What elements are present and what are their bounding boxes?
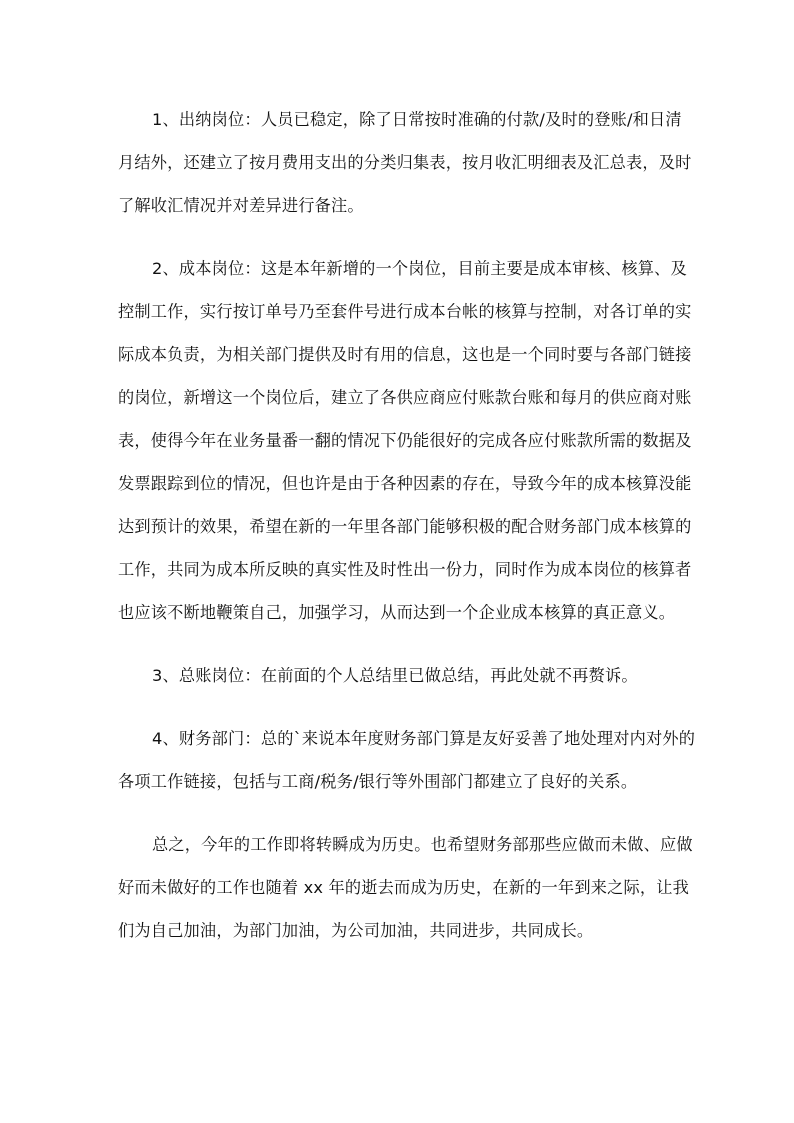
paragraph-line: 4、财务部门：总的`来说本年度财务部门算是友好妥善了地处理对内对外的 [152, 729, 696, 748]
paragraph-line: 也应该不断地鞭策自己，加强学习，从而达到一个企业成本核算的真正意义。 [118, 603, 676, 622]
paragraph-line: 达到预计的效果，希望在新的一年里各部门能够积极的配合财务部门成本核算的 [118, 517, 692, 536]
paragraph-finance-department [118, 717, 696, 803]
paragraph-line: 3、总账岗位：在前面的个人总结里已做总结，再此处就不再赘诉。 [152, 666, 638, 685]
paragraph-line: 2、成本岗位：这是本年新增的一个岗位，目前主要是成本审核、核算、及 [152, 259, 687, 278]
paragraph-line: 好而未做好的工作也随着 xx 年的逝去而成为历史，在新的一年到来之际，让我 [118, 878, 690, 897]
paragraph-general-ledger-post [118, 654, 681, 697]
paragraph-line: 表，使得今年在业务量番一翻的情况下仍能很好的完成各应付账款所需的数据及 [118, 431, 692, 450]
paragraph-line: 际成本负责，为相关部门提供及时有用的信息，这也是一个同时要与各部门链接 [118, 345, 692, 364]
paragraph-line: 1、出纳岗位：人员已稳定，除了日常按时准确的付款/及时的登账/和日清 [152, 110, 682, 129]
paragraph-line: 控制工作，实行按订单号乃至套件号进行成本台帐的核算与控制，对各订单的实 [118, 302, 692, 321]
paragraph-line: 各项工作链接，包括与工商/税务/银行等外围部门都建立了良好的关系。 [118, 772, 638, 791]
document-body [118, 98, 696, 972]
paragraph-conclusion [118, 823, 693, 952]
paragraph-line: 们为自己加油，为部门加油，为公司加油，共同进步，共同成长。 [118, 921, 594, 940]
paragraph-line: 的岗位，新增这一个岗位后，建立了各供应商应付账款台账和每月的供应商对账 [118, 388, 692, 407]
paragraph-cost-post [118, 247, 692, 634]
paragraph-cashier-post [118, 98, 692, 227]
paragraph-line: 了解收汇情况并对差异进行备注。 [118, 196, 364, 215]
paragraph-line: 月结外，还建立了按月费用支出的分类归集表，按月收汇明细表及汇总表，及时 [118, 153, 692, 172]
paragraph-line: 发票跟踪到位的情况，但也许是由于各种因素的存在，导致今年的成本核算没能 [118, 474, 692, 493]
paragraph-line: 总之，今年的工作即将转瞬成为历史。也希望财务部那些应做而未做、应做 [152, 835, 693, 854]
paragraph-line: 工作，共同为成本所反映的真实性及时性出一份力，同时作为成本岗位的核算者 [118, 560, 692, 579]
